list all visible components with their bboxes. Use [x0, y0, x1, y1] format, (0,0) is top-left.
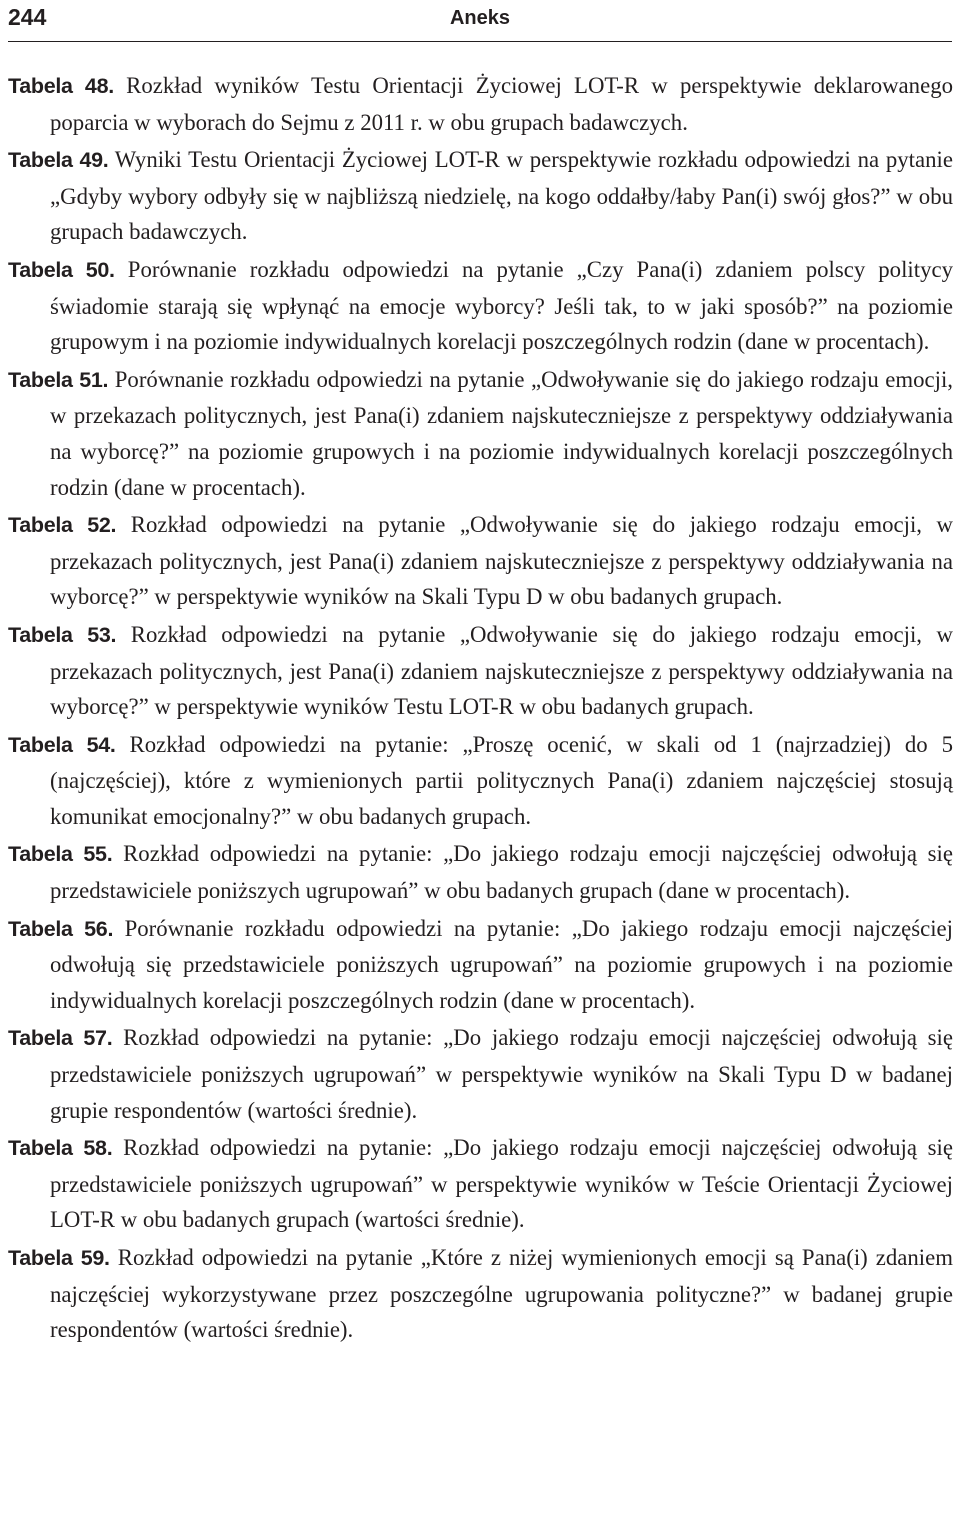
table-description: Porównanie rozkładu odpowiedzi na pytanie „Czy Pana(i) zdaniem polscy politycy świadomie starają się wpłynąć na emocje wyborcy? Jeśli tak, to w jaki sposób?” na poziomie grupowym i na poziomie indywidualnych korelacji poszczególnych rodzin (dane w procentach). [50, 256, 953, 355]
table-description: Porównanie rozkładu odpowiedzi na pytanie: „Do jakiego rodzaju emocji najczęściej odwołują się przedstawiciele poniższych ugrupowań” na poziomie grupowych i na poziomie indywidualnych korelacji poszczególnych rodzin (dane w procentach). [50, 915, 953, 1013]
table-label: Tabela 52. [8, 513, 117, 538]
table-label: Tabela 59. [8, 1246, 110, 1270]
list-item [8, 911, 953, 1019]
table-label: Tabela 51. [8, 367, 109, 392]
list-item [8, 1020, 953, 1128]
list-item [8, 836, 953, 908]
table-label: Tabela 55. [8, 842, 113, 867]
table-description: Wyniki Testu Orientacji Życiowej LOT-R w perspektywie rozkładu odpowiedzi na pytanie „Gdyby wybory odbyły się w najbliższą niedzielę, na kogo oddałby/łaby Pan(i) swój głos?” w obu grupach badawczych. [50, 147, 953, 245]
page-header [0, 0, 960, 34]
page-number: 244 [8, 4, 47, 30]
list-item [8, 617, 953, 725]
list-item [8, 507, 953, 615]
table-description: Rozkład odpowiedzi na pytanie: „Do jakiego rodzaju emocji najczęściej odwołują się przedstawiciele poniższych ugrupowań” w obu badanych grupach (dane w procentach). [50, 841, 953, 904]
list-item [8, 1130, 953, 1238]
table-label: Tabela 54. [8, 732, 116, 757]
table-label: Tabela 48. [8, 74, 114, 98]
table-description: Rozkład odpowiedzi na pytanie „Odwoływanie się do jakiego rodzaju emocji, w przekazach politycznych, jest Pana(i) zdaniem najskuteczniejsze z perspektywy oddziaływania na wyborcę?” w perspektywie wyników Testu LOT-R w obu badanych grupach. [50, 621, 953, 720]
table-list [8, 68, 953, 1350]
list-item [8, 142, 953, 250]
list-item [8, 68, 953, 140]
table-description: Rozkład odpowiedzi na pytanie „Które z niżej wymienionych emocji są Pana(i) zdaniem najczęściej wykorzystywane przez poszczególne ugrupowania polityczne?” w badanej grupie respondentów (wartości średnie). [50, 1245, 953, 1343]
list-item [8, 1240, 953, 1348]
table-description: Rozkład odpowiedzi na pytanie: „Do jakiego rodzaju emocji najczęściej odwołują się przedstawiciele poniższych ugrupowań” w perspektywie wyników na Skali Typu D w badanej grupie respondentów (wartości średnie). [50, 1025, 953, 1123]
list-item [8, 362, 953, 505]
table-label: Tabela 58. [8, 1136, 113, 1161]
table-description: Porównanie rozkładu odpowiedzi na pytanie „Odwoływanie się do jakiego rodzaju emocji, w przekazach politycznych, jest Pana(i) zdaniem najskuteczniejsze z perspektywy oddziaływania na wyborcę?” na poziomie grupowych i na poziomie indywidualnych korelacji poszczególnych rodzin (dane w procentach). [50, 366, 953, 500]
running-head: Aneks [449, 7, 511, 29]
table-label: Tabela 57. [8, 1026, 113, 1051]
table-label: Tabela 50. [8, 257, 115, 282]
table-description: Rozkład wyników Testu Orientacji Życiowej LOT-R w perspektywie deklarowanego poparcia w wyborach do Sejmu z 2011 r. w obu grupach badawczych. [50, 73, 953, 135]
table-label: Tabela 53. [8, 622, 117, 647]
list-item [8, 252, 953, 360]
table-description: Rozkład odpowiedzi na pytanie: „Proszę ocenić, w skali od 1 (najrzadziej) do 5 (najczęściej), które z wymienionych partii politycznych Pana(i) zdaniem najczęściej stosują komunikat emocjonalny?” w obu badanych grupach. [50, 731, 953, 829]
table-label: Tabela 56. [8, 916, 114, 941]
table-label: Tabela 49. [8, 148, 109, 173]
table-description: Rozkład odpowiedzi na pytanie: „Do jakiego rodzaju emocji najczęściej odwołują się przedstawiciele poniższych ugrupowań” w perspektywie wyników w Teście Orientacji Życiowej LOT-R w obu badanych grupach (wartości średnie). [50, 1135, 953, 1233]
header-rule [8, 41, 952, 42]
table-description: Rozkład odpowiedzi na pytanie „Odwoływanie się do jakiego rodzaju emocji, w przekazach politycznych, jest Pana(i) zdaniem najskuteczniejsze z perspektywy oddziaływania na wyborcę?” w perspektywie wyników na Skali Typu D w obu badanych grupach. [50, 512, 953, 610]
list-item [8, 727, 953, 835]
